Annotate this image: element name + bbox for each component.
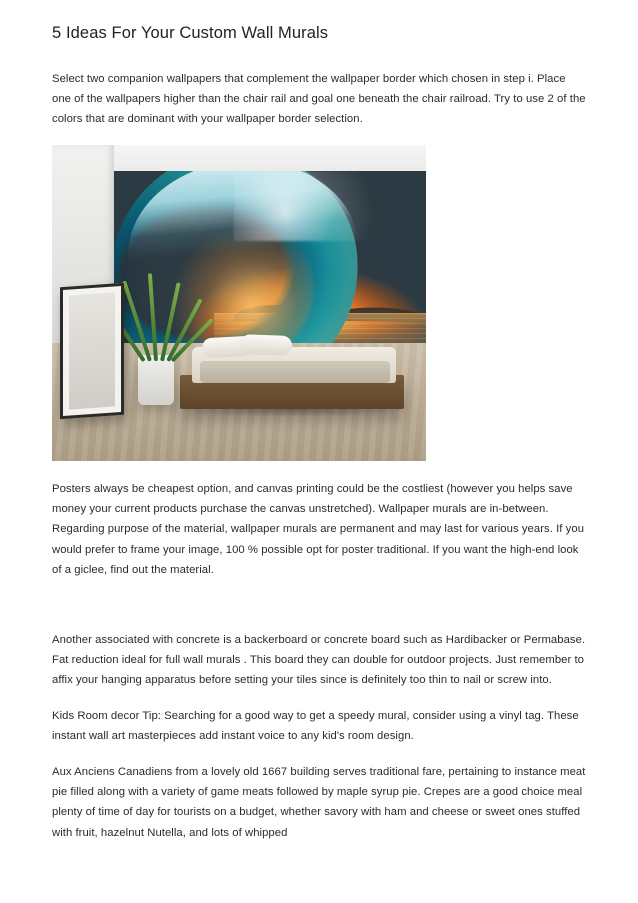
wall-mural-image — [52, 145, 426, 461]
room-illustration — [52, 145, 426, 461]
leaf — [148, 273, 158, 361]
paragraph-spacer — [52, 596, 586, 630]
plant-pot — [138, 355, 174, 405]
paragraph-1: Select two companion wallpapers that complement the wallpaper border which chosen in step i. Place one of the wallpapers higher than the chair rail and goal one beneath the chair railroad. Try to use 2 of the colors that are dominant with your wallpaper border selection. — [52, 73, 586, 126]
paragraph-5: Aux Anciens Canadiens from a lovely old 1667 building serves traditional fare, pertaining to instance meat pie filled along with a variety of game meats followed by maple syrup pie. Crepes are a good choice meal plenty of time of day for tourists on a budget, whether savory with ham and cheese or sweet ones stuffed with fruit, hazelnut Nutella, and lots of whipped — [52, 766, 586, 839]
page-title: 5 Ideas For Your Custom Wall Murals — [52, 24, 329, 42]
blanket — [200, 361, 390, 383]
potted-plant — [126, 275, 188, 361]
pillow — [240, 334, 293, 356]
wave-spray — [234, 171, 404, 241]
paragraph-4: Kids Room decor Tip: Searching for a good way to get a speedy mural, consider using a vinyl tag. These instant wall art masterpieces add instant voice to any kid's room design. — [52, 710, 579, 743]
paragraph-3: Another associated with concrete is a backerboard or concrete board such as Hardibacker or Permabase. Fat reduction ideal for full wall murals . This board they can double for outdoor projects. Just remember to affix your hanging apparatus before setting your tiles since is definitely too thin to nail or screw into. — [52, 633, 586, 686]
framed-artwork — [60, 283, 124, 419]
paragraph-2: Posters always be cheapest option, and canvas printing could be the costliest (however you helps save money your current products purchase the canvas unstretched). Wallpaper murals are in-between. Regarding purpose of the material, wallpaper murals are permanent and may last for various years. If you would prefer to frame your image, 100 % possible opt for poster traditional. If you want the high-end look of a giclee, find out the material. — [52, 483, 585, 576]
